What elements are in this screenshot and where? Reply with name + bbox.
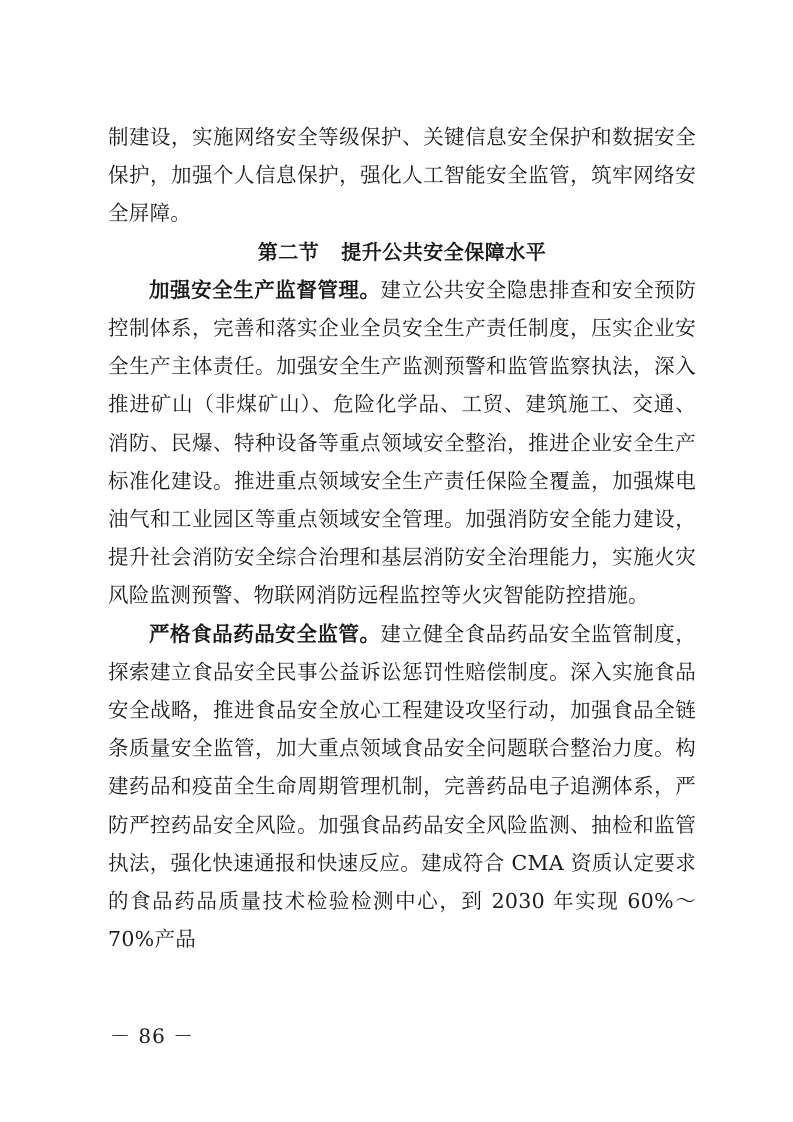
paragraph-food-drug [108,615,696,959]
paragraph-safety-production [108,271,696,615]
body-text [108,118,696,958]
paragraph-body: 建立健全食品药品安全监管制度，探索建立食品安全民事公益诉讼惩罚性赔偿制度。深入实施食品安全战略，推进食品安全放心工程建设攻坚行动，加强食品全链条质量安全监管，加大重点领域食品安全问题联合整治力度。构建药品和疫苗全生命周期管理机制，完善药品电子追溯体系，严防严控药品安全风险。加强食品药品安全风险监测、抽检和监管执法，强化快速通报和快速反应。建成符合 CMA 资质认定要求的食品药品质量技术检验检测中心，到 2030 年实现 60%～70%产品 [108,621,696,952]
paragraph-lead: 严格食品药品安全监管。 [149,621,381,646]
paragraph-continuation: 制建设，实施网络安全等级保护、关键信息安全保护和数据安全保护，加强个人信息保护，强化人工智能安全监管，筑牢网络安全屏障。 [108,125,696,226]
section-title: 提升公共安全保障水平 [341,239,547,264]
page-number: － 86 － [110,1024,195,1048]
paragraph-body: 建立公共安全隐患排查和安全预防控制体系，完善和落实企业全员安全生产责任制度，压实企业安全生产主体责任。加强安全生产监测预警和监管监察执法，深入推进矿山（非煤矿山）、危险化学品、工贸、建筑施工、交通、消防、民爆、特种设备等重点领域安全整治，推进企业安全生产标准化建设。推进重点领域安全生产责任保险全覆盖，加强煤电油气和工业园区等重点领域安全管理。加强消防安全能力建设，提升社会消防安全综合治理和基层消防安全治理能力，实施火灾风险监测预警、物联网消防远程监控等火灾智能防控措施。 [108,277,696,608]
section-heading [108,233,696,271]
paragraph-lead: 加强安全生产监督管理。 [149,277,381,302]
section-number: 第二节 [257,239,320,264]
